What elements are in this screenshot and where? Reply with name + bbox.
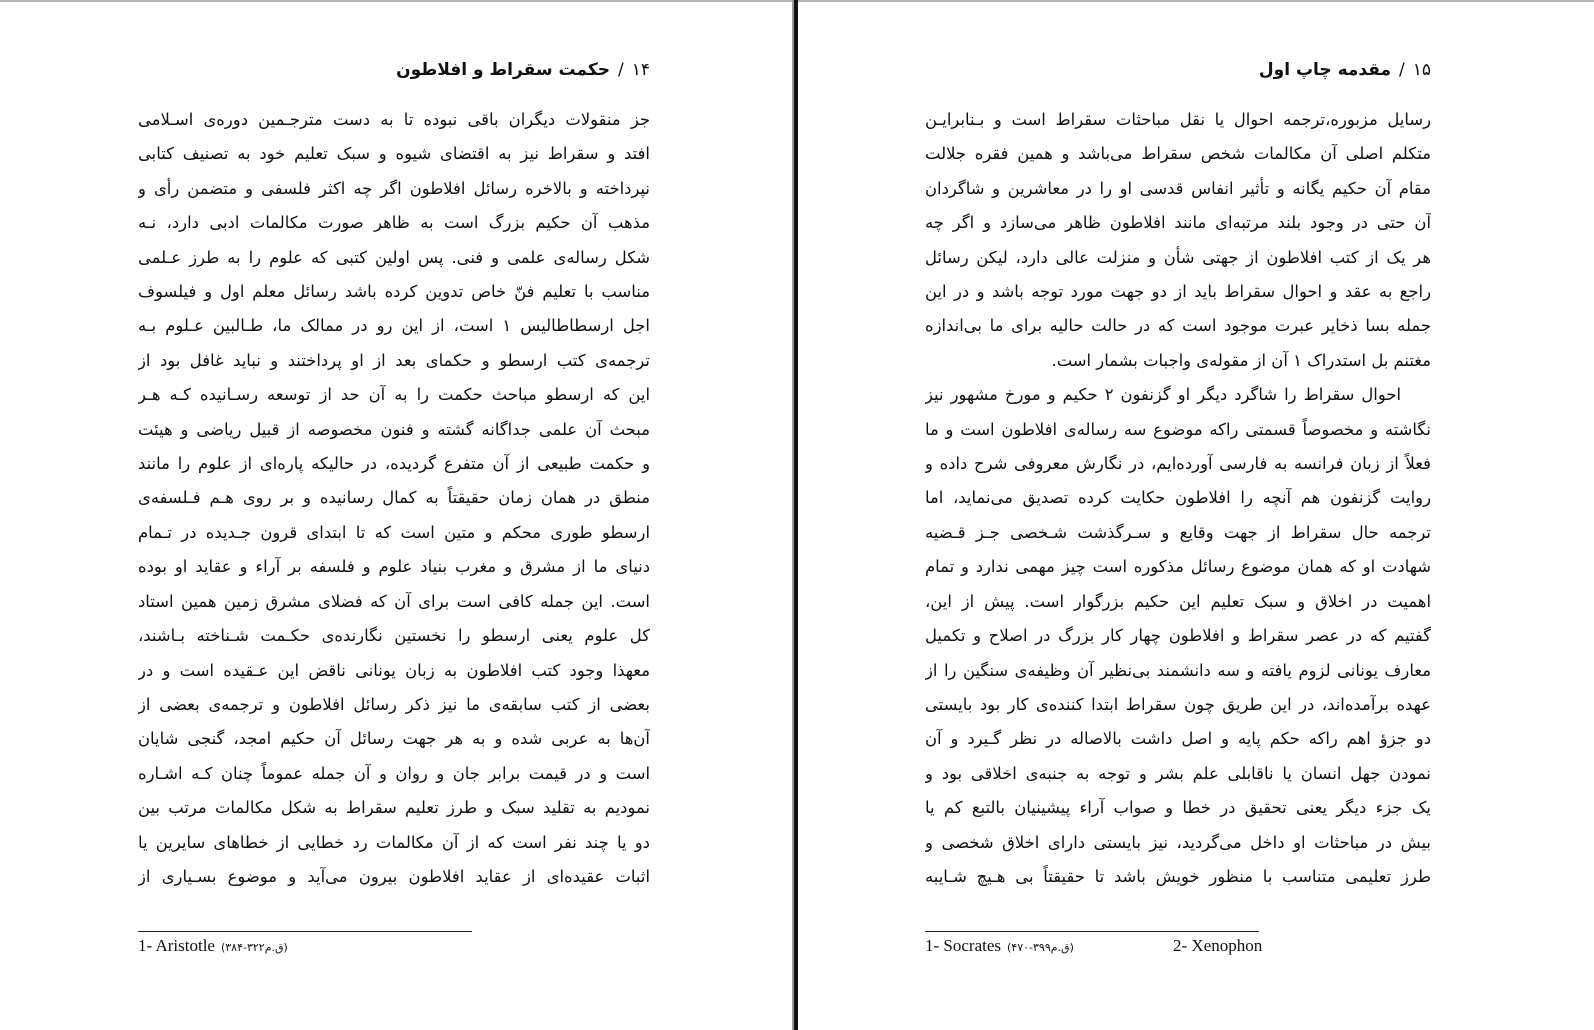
text-line: آن حتی در وجود بلند مرتبه‌ای مانند افلاطون ظاهر می‌سازد و اگر چه	[925, 213, 1431, 233]
text-line: گفتیم که در عصر سقراط و افلاطون چهار کار بزرگ در اصلاح و تکمیل	[925, 626, 1431, 646]
text-line: است و در قیمت برابر جان و روان و آن جمله عموماً چنان کـه اشـاره	[138, 763, 650, 783]
text-line: نپرداخته و بالاخره رسائل افلاطون اگر چه اکثر فلسفی و متضمن رأی و	[138, 178, 650, 198]
footnote-label: 2- Xenophon	[1173, 936, 1263, 955]
text-line: مقام آن حکیم یگانه و تأثیر انفاس قدسی او را در معاشرین و شاگردان	[925, 178, 1431, 198]
right-footnote-2	[1173, 936, 1262, 956]
text-line: و حکمت طبیعی از آن متفرع گردیده، در حالیکه پاره‌ای از علوم را مانند	[138, 454, 650, 474]
text-line: کل علوم یعنی ارسطو را نخستین نگارنده‌ی حکـمت شـناخته بـاشند،	[138, 626, 650, 646]
right-page	[925, 0, 1431, 1030]
text-line: ترجمه‌ی کتب ارسطو و حکمای بعد از او پرداختند و نباید غافل بود از	[138, 350, 650, 370]
text-line: طرز تعلیمی متناسب با منظور خویش باشد تا حقیقتاً بی هـیچ شـایبه	[925, 866, 1431, 886]
text-line: ارسطو طوری محکم و متین است که تا ابتدای قرون جـدیده در تـمام	[138, 522, 650, 542]
text-line: معارف یونانی لزوم یافته و سه دانشمند بی‌نظیر آن وظیفه‌ی سنگین را از	[925, 660, 1431, 680]
text-line: دنیای ما از مشرق و مغرب بنیاد علوم و فلسفه بر آراء و عقاید او بوده	[138, 557, 650, 577]
left-running-title: حکمت سقراط و افلاطون	[396, 60, 610, 80]
text-line: مبحث آن علمی جداگانه گشته و فنون مخصوصه از قبیل ریاضی و هیئت	[138, 419, 650, 439]
text-line: این که ارسطو مباحث حکمت را به آن حد از توسعه رسـانیده کـه هـر	[138, 385, 650, 405]
text-line: راجع به عقد و احوال سقراط باید از دو جهت مورد توجه باشد و در این	[925, 282, 1431, 302]
right-running-head	[1259, 60, 1431, 80]
page-gutter-divider	[794, 0, 798, 1030]
right-footnote-1	[925, 936, 1074, 956]
text-line: متکلم اصلی آن مکالمات شخص سقراط می‌باشد و همین فقره جلالت	[925, 144, 1431, 164]
text-line: مذهب آن حکیم بزرگ است به ظاهر صورت مکالمات ادبی دارد، نـه	[138, 213, 650, 233]
text-line: یک جزء دیگر یعنی تحقیق در خطا و صواب آراء پیشینیان بالتبع کم یا	[925, 798, 1431, 818]
text-line: بیش در مباحثات او داخل می‌گردید، نیز بایستی دارای اخلاق شخصی و	[925, 832, 1431, 852]
text-line: شهادت او که همان موضوع رسائل مذکوره است چیز مهمی ندارد و تمام	[925, 557, 1431, 577]
text-line: دو جزؤ اهم راکه حکم پایه و اصل داشت بالاصاله در نظر گـیرد و آن	[925, 729, 1431, 749]
text-line: است. این جمله کافی است برای آن که فضلای مشرق زمین همین استاد	[138, 591, 650, 611]
text-line: شکل رساله‌ی علمی و فنی. پس اولین کتبی که علوم را به طرز عـلمی	[138, 247, 650, 267]
text-line: اثبات عقیده‌ای از عقاید افلاطون بیرون می‌آید و موضوع بسـیاری از	[138, 866, 650, 886]
text-line: مغتنم بل استدراک ۱ آن از مقوله‌ی واجبات بشمار است.	[1051, 350, 1431, 370]
left-running-head	[396, 60, 650, 80]
right-page-number: ۱۵	[1412, 60, 1431, 80]
text-line: رسایل مزبوره،ترجمه احوال یا نقل مباحثات سقراط است و بـنابرایـن	[925, 110, 1431, 129]
text-line: افتد و سقراط نیز به اقتضای شیوه و سبک تعلیم خود به تصنیف کتابی	[138, 144, 650, 164]
footnote-label: 1- Aristotle	[138, 936, 215, 955]
text-line: احوال سقراط را شاگرد دیگر او گزنفون ۲ حکیم و مورخ مشهور نیز	[925, 385, 1401, 405]
left-page	[138, 0, 650, 1030]
text-line: اجل ارسطاطالیس ۱ است، از این رو در ممالک ما، طـالبین عـلوم بـه	[138, 316, 650, 336]
text-line: عهده برآمده‌اند، در این طریق چون سقراط ابتدا کننده‌ی کار بود بایستی	[925, 694, 1431, 714]
text-line: جز منقولات دیگران باقی نبوده تا به دست مترجـمین دوره‌ی اسـلامی	[138, 110, 650, 129]
footnote-dates: (۳۸۴-۳۲۲ق.م)	[220, 941, 288, 954]
left-footnote-1	[138, 936, 288, 956]
footnote-dates: (۴۷۰-۳۹۹ق.م)	[1007, 941, 1074, 954]
right-running-title: مقدمه چاپ اول	[1258, 60, 1391, 80]
text-line: منطق در همان زمان حقیقتاً به کمال رسانیده و بر روی هـم فـلسفه‌ی	[138, 488, 650, 508]
left-head-separator: /	[618, 60, 624, 80]
text-line: مناسب با تعلیم فنّ خاص تدوین کرده باشد رسائل معلم اول و فیلسوف	[138, 282, 650, 302]
text-line: آن‌ها به عربی شده و به هر جهت رسائل آن حکیم امجد، گنجی شایان	[138, 729, 650, 749]
left-footnote-rule	[138, 931, 472, 932]
footnote-label: 1- Socrates	[925, 936, 1002, 955]
text-line: روایت گزنفون هم آنچه را افلاطون حکایت کرده تصدیق می‌نماید، اما	[925, 488, 1431, 508]
text-line: بعضی از کتب سابقه‌ی ما نیز ذکر رسائل افلاطون و ترجمه‌ی بعضی از	[138, 694, 650, 714]
text-line: نمودیم به تقلید سبک و طرز تعلیم سقراط به شکل مکالمات مرتب بین	[138, 798, 650, 818]
text-line: اهمیت در اخلاق و سبک تعلیم این حکیم بزرگوار است. پیش از این،	[925, 591, 1431, 611]
right-body-text	[925, 103, 1431, 894]
left-page-number: ۱۴	[631, 60, 650, 80]
text-line: نگاشته و مخصوصاً قسمتی راکه موضوع سه رساله‌ی افلاطون است و ما	[925, 419, 1431, 439]
text-line: فعلاً از زبان فرانسه به فارسی آورده‌ایم، در نگارش معروفی شرح داده و	[925, 454, 1431, 474]
text-line: ترجمه حال سقراط از جهت وقایع و سـرگذشت شـخصی جـز قـضیه	[925, 522, 1431, 542]
right-head-separator: /	[1399, 60, 1405, 80]
text-line: نمودن جهل انسان یا ناقابلی علم بشر و توجه به جنبه‌ی اخلاقی بود و	[925, 763, 1431, 783]
text-line: جمله بسا ذخایر عبرت موجود است که در حالت حالیه برای ما بی‌اندازه	[925, 316, 1431, 336]
text-line: دو یا چند نفر است که از آن مکالمات رد خطایی از خطاهای سایرین یا	[138, 832, 650, 852]
right-footnote-rule	[925, 931, 1259, 932]
left-body-text	[138, 103, 650, 894]
text-line: هر یک از کتب افلاطون از جهتی شأن و منزلت عالی دارد، لیکن رسائل	[925, 247, 1431, 267]
text-line: معهذا وجود کتب افلاطون به زبان یونانی ناقض این عـقیده است و در	[138, 660, 650, 680]
